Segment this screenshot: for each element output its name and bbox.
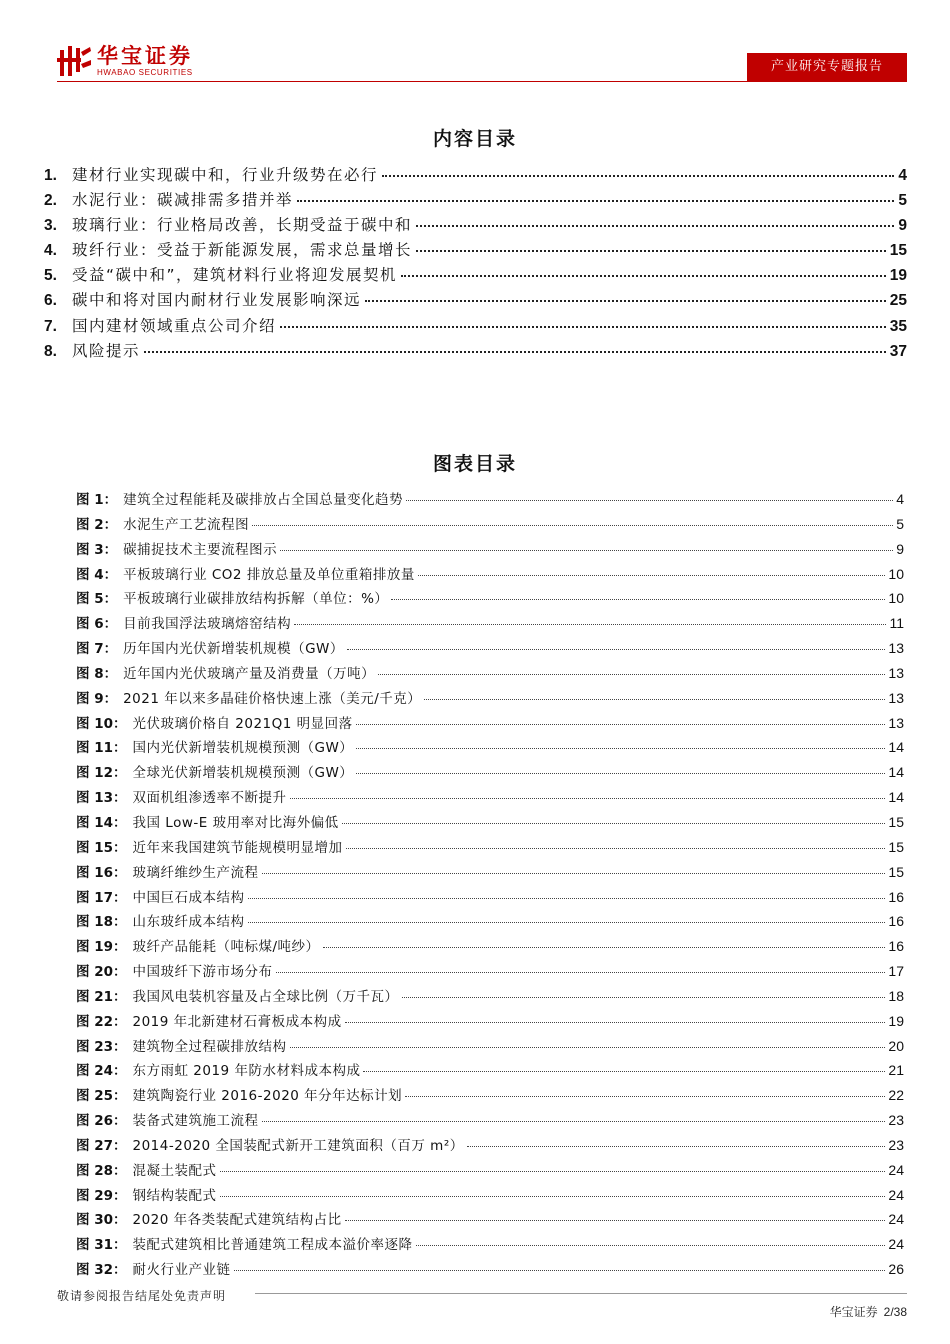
figure-leader-dots: [248, 898, 886, 899]
figure-caption: 中国巨石成本结构: [132, 889, 245, 906]
figure-page: 17: [888, 963, 904, 980]
toc-leader-dots: [144, 351, 886, 353]
toc-item-title: 受益“碳中和”，建筑材料行业将迎发展契机: [72, 266, 398, 285]
table-of-contents: [44, 163, 907, 364]
figure-page: 14: [888, 739, 904, 756]
figure-leader-dots: [402, 997, 886, 998]
figure-caption: 水泥生产工艺流程图: [123, 516, 250, 533]
page-number: 2/38: [883, 1305, 907, 1319]
figure-list-item[interactable]: [76, 836, 904, 861]
figure-leader-dots: [347, 649, 886, 650]
page-header: [0, 0, 950, 90]
figure-list-item[interactable]: [76, 1208, 904, 1233]
figure-page: 23: [888, 1112, 904, 1129]
figure-list-item[interactable]: [76, 1035, 904, 1060]
figure-leader-dots: [262, 1121, 886, 1122]
figure-caption: 2014-2020 全国装配式新开工建筑面积（百万 m²）: [132, 1137, 464, 1154]
figure-label: 图 28：: [76, 1162, 127, 1179]
figure-page: 23: [888, 1136, 904, 1153]
figure-list-item[interactable]: [76, 637, 904, 662]
figure-page: 16: [888, 938, 904, 955]
figure-page: 24: [888, 1211, 904, 1228]
figure-page: 16: [888, 888, 904, 905]
figure-leader-dots: [418, 575, 886, 576]
figure-leader-dots: [220, 1196, 886, 1197]
figure-caption: 玻纤产品能耗（吨标煤/吨纱）: [132, 939, 320, 956]
figure-label: 图 21：: [76, 988, 127, 1005]
figure-list-item[interactable]: [76, 488, 904, 513]
figure-leader-dots: [276, 972, 886, 973]
figure-page: 13: [888, 640, 904, 657]
figure-caption: 碳捕捉技术主要流程图示: [123, 541, 278, 558]
figure-caption: 双面机组渗透率不断提升: [132, 790, 287, 807]
toc-item-number: 4.: [44, 242, 57, 260]
figure-label: 图 19：: [76, 939, 127, 956]
report-type-tag: 产业研究专题报告: [747, 53, 907, 81]
header-divider: [57, 81, 907, 82]
figure-label: 图 4：: [76, 566, 118, 583]
figure-caption: 装配式建筑相比普通建筑工程成本溢价率逐降: [132, 1237, 413, 1254]
figure-list: [76, 488, 904, 1283]
figure-page: 15: [888, 813, 904, 830]
figure-list-item[interactable]: [76, 687, 904, 712]
figure-list-item[interactable]: [76, 786, 904, 811]
toc-item[interactable]: [44, 188, 907, 213]
figure-page: 4: [896, 491, 904, 507]
figure-list-item[interactable]: [76, 1059, 904, 1084]
figure-leader-dots: [323, 947, 886, 948]
figure-list-item[interactable]: [76, 1010, 904, 1035]
figure-caption: 国内光伏新增装机规模预测（GW）: [132, 740, 354, 757]
figure-list-item[interactable]: [76, 761, 904, 786]
figure-label: 图 29：: [76, 1187, 127, 1204]
figure-list-item[interactable]: [76, 1184, 904, 1209]
figure-list-item[interactable]: [76, 1134, 904, 1159]
figure-list-item[interactable]: [76, 910, 904, 935]
toc-item-page: 19: [889, 267, 907, 285]
toc-item-number: 3.: [44, 217, 57, 235]
figure-leader-dots: [406, 500, 893, 501]
figure-list-item[interactable]: [76, 1109, 904, 1134]
figure-caption: 耐火行业产业链: [132, 1262, 231, 1279]
toc-item-title: 国内建材领域重点公司介绍: [72, 316, 277, 335]
figure-leader-dots: [378, 674, 885, 675]
figure-list-item[interactable]: [76, 960, 904, 985]
toc-item-page: 25: [889, 292, 907, 310]
figure-list-item[interactable]: [76, 736, 904, 761]
toc-item-title: 建材行业实现碳中和，行业升级势在必行: [72, 166, 379, 184]
footer-disclaimer: 敬请参阅报告结尾处免责声明: [57, 1289, 227, 1303]
toc-leader-dots: [416, 225, 894, 227]
figure-list-item[interactable]: [76, 538, 904, 563]
hwabao-logo-icon: [57, 44, 93, 78]
figure-page: 13: [888, 714, 904, 731]
toc-item[interactable]: [44, 288, 907, 313]
figure-leader-dots: [356, 773, 885, 774]
figure-caption: 建筑全过程能耗及碳排放占全国总量变化趋势: [123, 492, 404, 508]
figure-page: 24: [888, 1186, 904, 1203]
figure-label: 图 5：: [76, 591, 118, 608]
toc-leader-dots: [416, 250, 886, 252]
figure-caption: 目前我国浮法玻璃熔窑结构: [123, 616, 292, 633]
figure-list-item[interactable]: [76, 935, 904, 960]
figure-page: 24: [888, 1161, 904, 1178]
toc-leader-dots: [297, 200, 894, 202]
figure-caption: 建筑物全过程碳排放结构: [132, 1038, 287, 1055]
figure-leader-dots: [262, 873, 886, 874]
figure-leader-dots: [424, 699, 885, 700]
figure-leader-dots: [467, 1146, 886, 1147]
toc-item-page: 5: [898, 192, 907, 210]
figure-label: 图 20：: [76, 964, 127, 981]
figure-leader-dots: [252, 525, 893, 526]
figure-leader-dots: [356, 748, 885, 749]
figure-leader-dots: [294, 624, 886, 625]
figure-list-item[interactable]: [76, 662, 904, 687]
figure-label: 图 12：: [76, 765, 127, 782]
toc-item[interactable]: [44, 238, 907, 263]
toc-item[interactable]: [44, 163, 907, 188]
figure-list-item[interactable]: [76, 612, 904, 637]
figure-leader-dots: [248, 922, 886, 923]
figure-leader-dots: [280, 550, 893, 551]
figure-list-item[interactable]: [76, 563, 904, 588]
company-logo: [57, 44, 193, 78]
figure-list-item[interactable]: [76, 1233, 904, 1258]
figure-leader-dots: [345, 1220, 886, 1221]
figure-label: 图 26：: [76, 1113, 127, 1130]
figure-page: 14: [888, 764, 904, 781]
figure-page: 5: [896, 515, 904, 532]
figure-page: 15: [888, 863, 904, 880]
toc-item-title: 碳中和将对国内耐材行业发展影响深远: [72, 291, 362, 310]
figure-page: 14: [888, 789, 904, 806]
figure-leader-dots: [234, 1270, 886, 1271]
toc-leader-dots: [401, 275, 886, 277]
toc-item-page: 35: [889, 317, 907, 335]
figure-caption: 平板玻璃行业 CO2 排放总量及单位重箱排放量: [123, 566, 415, 583]
figure-caption: 2020 年各类装配式建筑结构占比: [132, 1212, 342, 1229]
figure-label: 图 13：: [76, 790, 127, 807]
toc-leader-dots: [365, 300, 886, 302]
figure-label: 图 10：: [76, 715, 127, 732]
figure-list-item[interactable]: [76, 1084, 904, 1109]
figure-page: 21: [888, 1062, 904, 1079]
toc-item-page: 15: [889, 242, 907, 260]
figure-page: 22: [888, 1087, 904, 1104]
figure-list-item[interactable]: [76, 1159, 904, 1184]
figure-page: 10: [888, 565, 904, 582]
footer-brand: 华宝证券: [829, 1305, 878, 1319]
toc-item[interactable]: [44, 339, 907, 364]
figure-label: 图 30：: [76, 1212, 127, 1229]
figure-caption: 我国风电装机容量及占全球比例（万千瓦）: [132, 988, 399, 1005]
figure-label: 图 14：: [76, 814, 127, 831]
figure-leader-dots: [416, 1245, 886, 1246]
figure-caption: 混凝土装配式: [132, 1162, 217, 1179]
figure-label: 图 18：: [76, 914, 127, 931]
figure-caption: 玻璃纤维纱生产流程: [132, 864, 259, 881]
toc-item-title: 玻纤行业：受益于新能源发展，需求总量增长: [72, 241, 413, 260]
toc-item-title: 水泥行业：碳减排需多措并举: [72, 191, 294, 210]
figure-leader-dots: [363, 1071, 885, 1072]
figure-caption: 全球光伏新增装机规模预测（GW）: [132, 765, 354, 782]
figures-title: 图表目录: [432, 453, 517, 475]
figure-leader-dots: [290, 1047, 886, 1048]
figure-caption: 2021 年以来多晶硅价格快速上涨（美元/千克）: [123, 690, 422, 707]
figure-caption: 东方雨虹 2019 年防水材料成本构成: [132, 1063, 361, 1080]
figure-caption: 建筑陶瓷行业 2016-2020 年分年达标计划: [132, 1088, 403, 1105]
figure-label: 图 7：: [76, 641, 118, 658]
toc-item-number: 2.: [44, 192, 57, 210]
figure-label: 图 16：: [76, 864, 127, 881]
toc-leader-dots: [280, 326, 886, 328]
figure-label: 图 2：: [76, 516, 118, 533]
figure-page: 16: [888, 913, 904, 930]
figure-caption: 近年国内光伏玻璃产量及消费量（万吨）: [123, 665, 376, 682]
figure-caption: 中国玻纤下游市场分布: [132, 964, 273, 981]
figure-list-item[interactable]: [76, 1258, 904, 1283]
figure-label: 图 31：: [76, 1237, 127, 1254]
figure-label: 图 25：: [76, 1088, 127, 1105]
figure-page: 13: [888, 689, 904, 706]
figure-caption: 钢结构装配式: [132, 1187, 217, 1204]
figure-label: 图 6：: [76, 616, 118, 633]
figure-page: 13: [888, 664, 904, 681]
toc-item-title: 玻璃行业：行业格局改善，长期受益于碳中和: [72, 216, 413, 235]
figure-label: 图 24：: [76, 1063, 127, 1080]
toc-item-page: 37: [889, 342, 907, 360]
figure-leader-dots: [345, 1022, 886, 1023]
figure-page: 18: [888, 987, 904, 1004]
figure-list-item[interactable]: [76, 513, 904, 538]
figure-caption: 我国 Low-E 玻用率对比海外偏低: [132, 814, 339, 831]
figure-caption: 近年来我国建筑节能规模明显增加: [132, 839, 343, 856]
footer-divider: [255, 1293, 907, 1294]
figure-list-item[interactable]: [76, 712, 904, 737]
figure-leader-dots: [342, 823, 886, 824]
logo-english-name: HWABAO SECURITIES: [97, 68, 193, 77]
toc-item-title: 风险提示: [72, 341, 141, 360]
figure-list-item[interactable]: [76, 861, 904, 886]
figure-page: 10: [888, 590, 904, 607]
toc-leader-dots: [382, 175, 894, 177]
figure-page: 20: [888, 1037, 904, 1054]
figure-label: 图 8：: [76, 665, 118, 682]
toc-item-number: 7.: [44, 317, 57, 335]
toc-item-page: 4: [898, 167, 907, 184]
toc-item-number: 6.: [44, 292, 57, 310]
figure-label: 图 32：: [76, 1262, 127, 1279]
figure-leader-dots: [220, 1171, 886, 1172]
figure-label: 图 1：: [76, 492, 118, 508]
figure-label: 图 15：: [76, 839, 127, 856]
figure-page: 9: [896, 540, 904, 557]
figure-leader-dots: [405, 1096, 885, 1097]
figure-page: 15: [888, 838, 904, 855]
figure-list-item[interactable]: [76, 587, 904, 612]
figure-label: 图 17：: [76, 889, 127, 906]
figure-leader-dots: [346, 848, 886, 849]
figure-caption: 光伏玻璃价格自 2021Q1 明显回落: [132, 715, 353, 732]
logo-chinese-name: 华宝证券: [97, 44, 193, 68]
toc-item-number: 1.: [44, 167, 57, 184]
toc-item-number: 5.: [44, 267, 57, 285]
figure-page: 19: [888, 1012, 904, 1029]
figure-caption: 山东玻纤成本结构: [132, 914, 245, 931]
figure-page: 11: [889, 615, 904, 632]
toc-item-page: 9: [898, 217, 907, 235]
figure-label: 图 9：: [76, 690, 118, 707]
figure-label: 图 27：: [76, 1137, 127, 1154]
toc-item[interactable]: [44, 213, 907, 238]
toc-title: 内容目录: [432, 128, 517, 150]
toc-item-number: 8.: [44, 342, 57, 360]
figure-caption: 平板玻璃行业碳排放结构拆解（单位：%）: [123, 591, 389, 608]
figure-page: 26: [888, 1261, 904, 1278]
figure-page: 24: [888, 1236, 904, 1253]
figure-label: 图 3：: [76, 541, 118, 558]
toc-item[interactable]: [44, 263, 907, 288]
figure-leader-dots: [391, 599, 885, 600]
figure-list-item[interactable]: [76, 985, 904, 1010]
figure-list-item[interactable]: [76, 886, 904, 911]
footer-page-info: [830, 1303, 907, 1320]
toc-item[interactable]: [44, 314, 907, 339]
figure-leader-dots: [290, 798, 886, 799]
figure-caption: 2019 年北新建材石膏板成本构成: [132, 1013, 342, 1030]
figure-label: 图 23：: [76, 1038, 127, 1055]
figure-caption: 装备式建筑施工流程: [132, 1113, 259, 1130]
figure-caption: 历年国内光伏新增装机规模（GW）: [123, 641, 344, 658]
figure-label: 图 22：: [76, 1013, 127, 1030]
figure-list-item[interactable]: [76, 811, 904, 836]
figure-leader-dots: [356, 724, 886, 725]
figure-label: 图 11：: [76, 740, 127, 757]
